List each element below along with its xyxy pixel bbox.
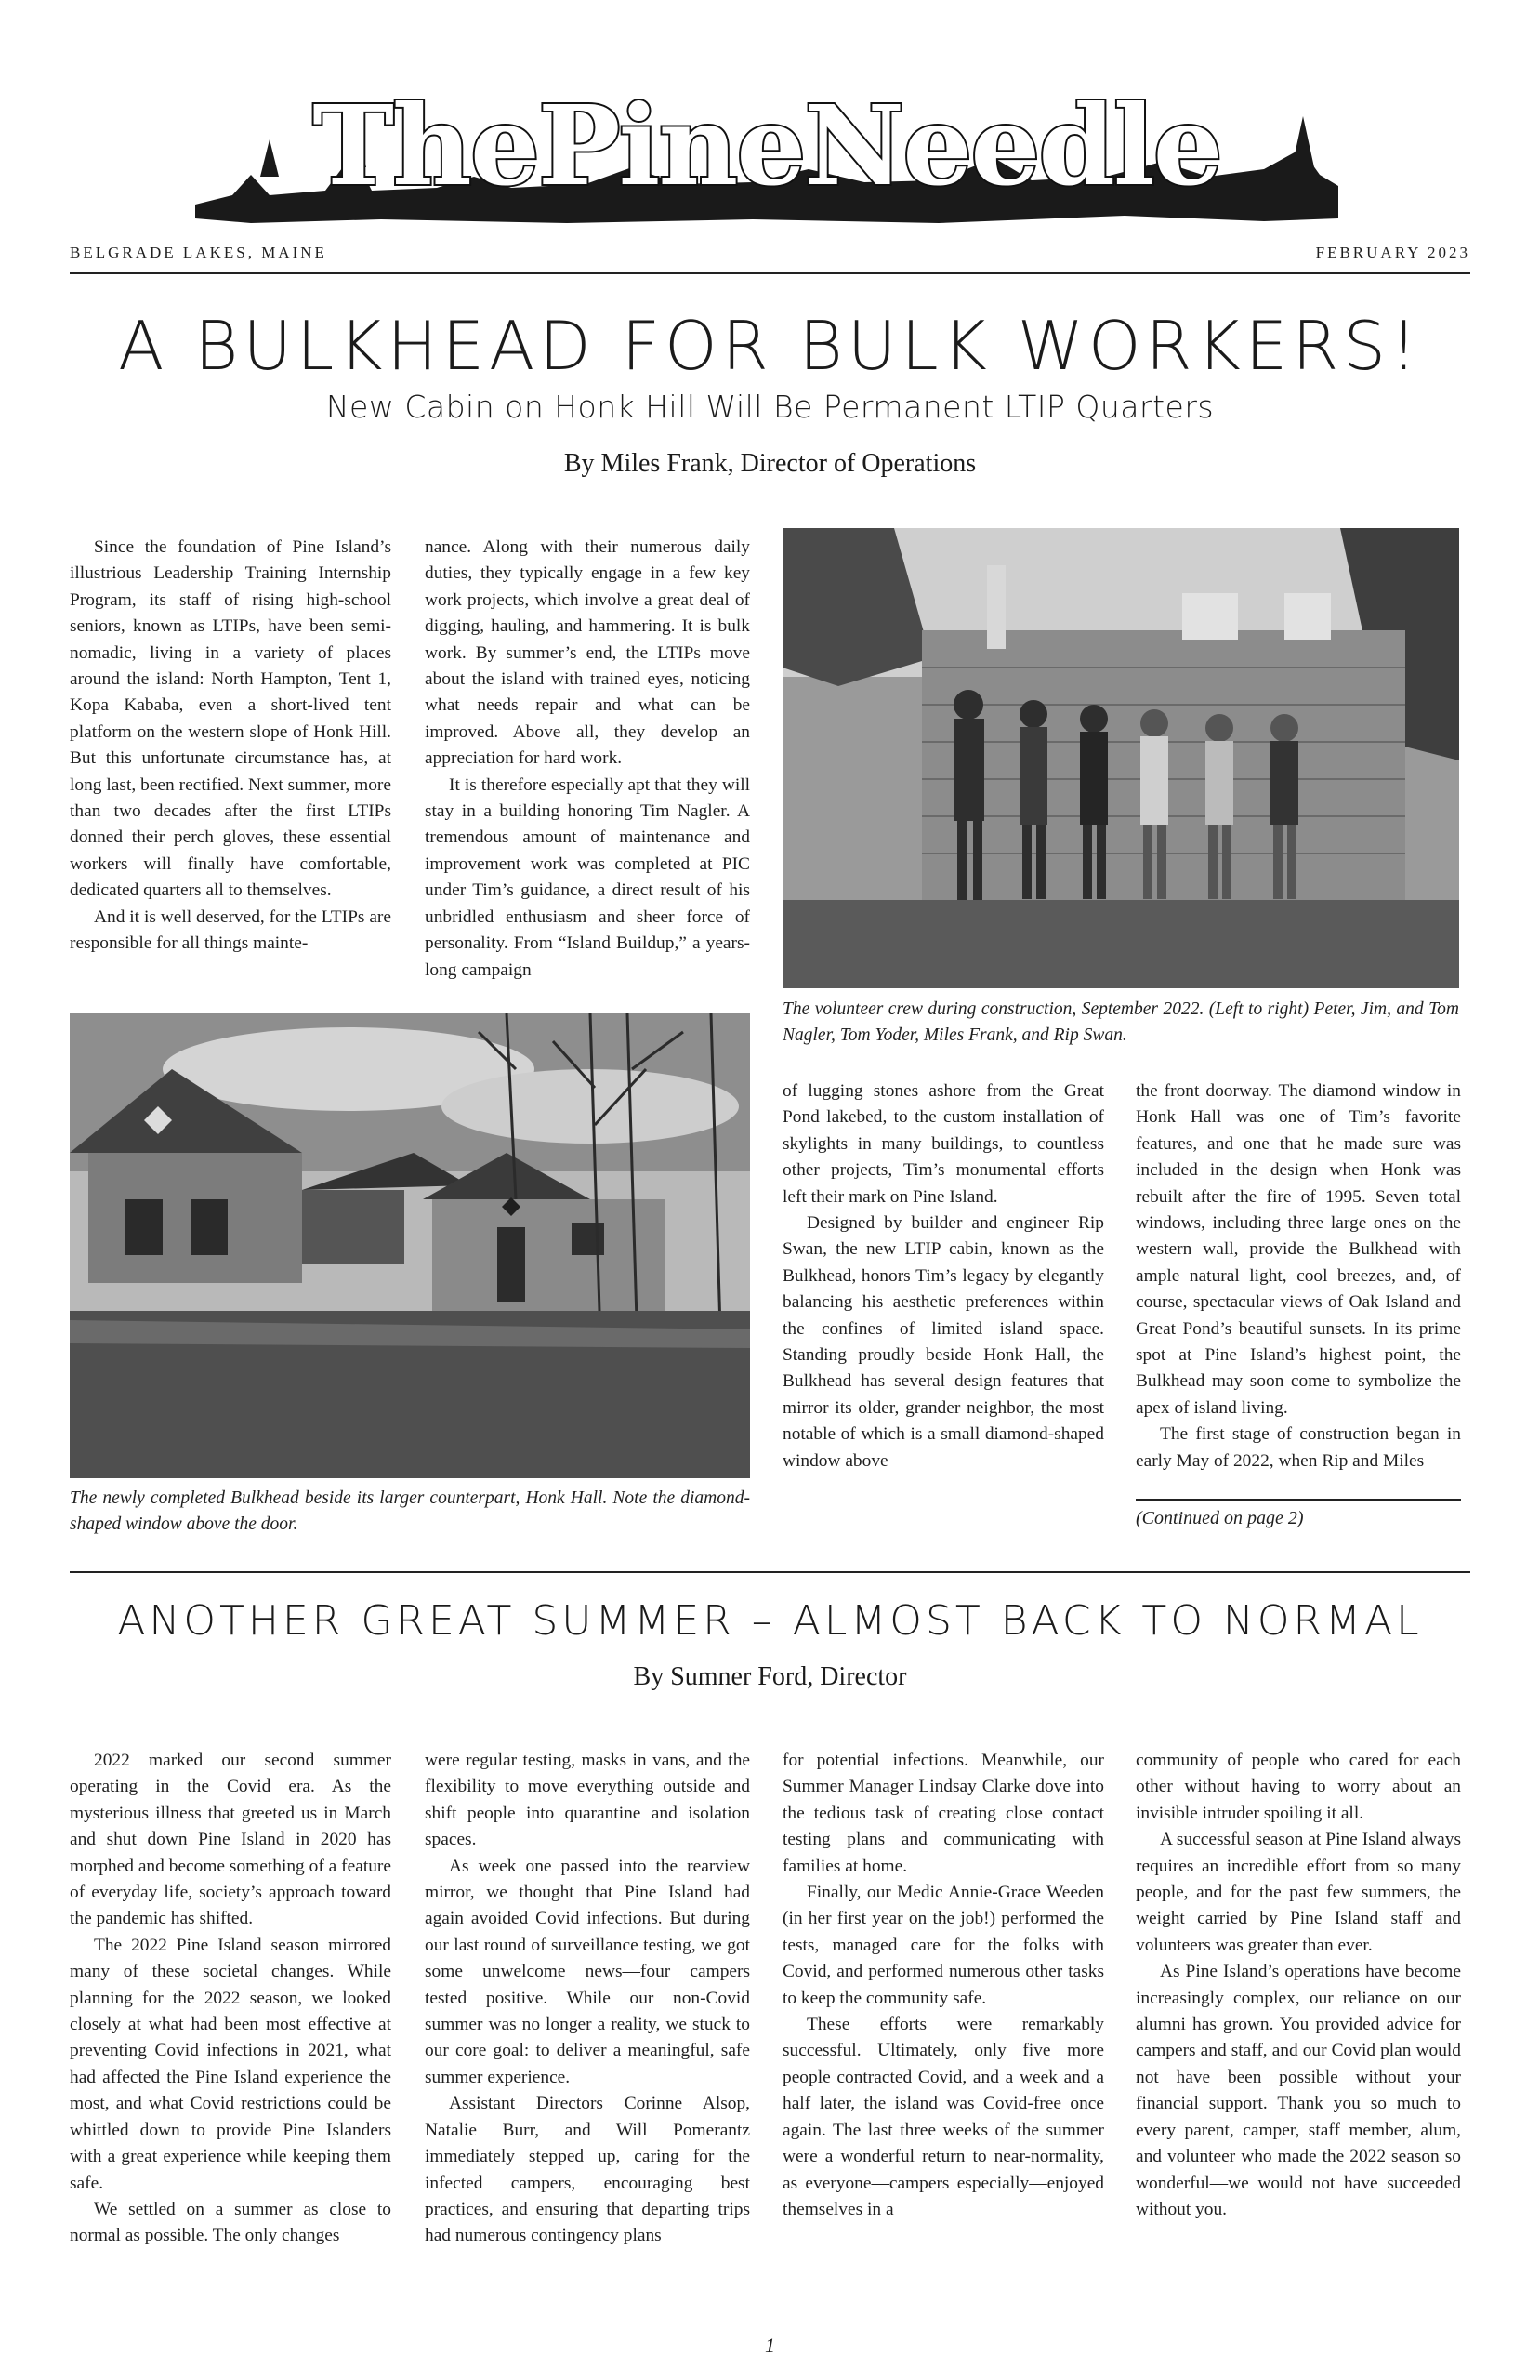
masthead-title: ThePineNeedle — [312, 81, 1221, 210]
paragraph: As week one passed into the rearview mirror, we thought that Pine Island had again avoided Covid infections. But during our last round of surveillance testing, we got some unwelcome news—four campers tested positive. While our non-Covid summer was no longer a reality, we stuck to our core goal: to deliver a meaningful, safe summer experience. — [425, 1856, 750, 2087]
article2-col2 — [425, 1748, 750, 2250]
paragraph: were regular testing, masks in vans, and the flexibility to move everything outside and shift people into quarantine and isolation spaces. — [425, 1751, 750, 1850]
paragraph: Designed by builder and engineer Rip Swan, the new LTIP cabin, known as the Bulkhead, honors Tim’s legacy by elegantly balancing his aesthetic preferences within the confines of limited island space. Standing proudly beside Honk Hall, the Bulkhead has several design features that mirror its older, grander neighbor, the most notable of which is a small diamond-shaped window above — [783, 1213, 1104, 1471]
crew-photo — [783, 528, 1459, 988]
article2-col1 — [70, 1748, 391, 2250]
article1-subhead: New Cabin on Honk Hill Will Be Permanent LTIP Quarters — [325, 389, 1215, 425]
article2-col4 — [1136, 1748, 1461, 2223]
article2-byline: By Sumner Ford, Director — [633, 1662, 907, 1691]
crew-photo-caption: The volunteer crew during construction, September 2022. (Left to right) Peter, Jim, and Tom Nagler, Tom Yoder, Miles Frank, and Rip Swan. — [783, 999, 1459, 1045]
paragraph: community of people who cared for each other without having to worry about an invisible intruder spoiling it all. — [1136, 1751, 1461, 1823]
paragraph: 2022 marked our second summer operating in the Covid era. As the mysterious illness that greeted us in March and shut down Pine Island in 2020 has morphed and become something of a feature of everyday life, society’s approach toward the pandemic has shifted. — [70, 1751, 391, 1929]
article2-headline: ANOTHER GREAT SUMMER – ALMOST BACK TO NORMAL — [117, 1597, 1423, 1645]
article1-col2 — [425, 535, 750, 984]
article1-col4 — [1136, 1078, 1461, 1474]
article1-col3 — [783, 1078, 1104, 1474]
article2-col3 — [783, 1748, 1104, 2223]
continued-link[interactable]: (Continued on page 2) — [1136, 1508, 1304, 1528]
article1-byline: By Miles Frank, Director of Operations — [563, 449, 977, 478]
continued-rule — [1136, 1499, 1461, 1501]
dateline-rule — [70, 272, 1470, 274]
paragraph: Finally, our Medic Annie-Grace Weeden (in her first year on the job!) performed the tests, managed care for the folks with Covid, and performed numerous other tasks to keep the community safe. — [783, 1883, 1104, 2008]
paragraph: These efforts were remarkably successful. Ultimately, only five more people contracted Covid, and a week and a half later, the island was Covid-free once again. The last three weeks of the summer were a wonderful return to near-normality, as everyone—campers especially—enjoyed themselves in a — [783, 2015, 1104, 2219]
page-number: 1 — [765, 2334, 775, 2357]
paragraph: Assistant Directors Corinne Alsop, Natalie Burr, and Will Pomerantz immediately stepped up, caring for the infected campers, encouraging best practices, and ensuring that departing trips had numerous contingency plans — [425, 2094, 750, 2246]
bulkhead-photo-caption: The newly completed Bulkhead beside its larger counterpart, Honk Hall. Note the diamond-shaped window above the door. — [70, 1488, 750, 1534]
issue-date: FEBRUARY 2023 — [1315, 244, 1470, 261]
paragraph: A successful season at Pine Island always requires an incredible effort from so many people, and for the past few summers, the weight carried by Pine Island staff and volunteers was greater than ever. — [1136, 1830, 1461, 1955]
paragraph: for potential infections. Meanwhile, our Summer Manager Lindsay Clarke dove into the tedious task of creating close contact testing plans and communicating with families at home. — [783, 1751, 1104, 1876]
dateline — [70, 244, 1470, 271]
paragraph: nance. Along with their numerous daily duties, they typically engage in a few key work projects, which involve a great deal of digging, hauling, and hammering. It is bulk work. By summer’s end, the LTIPs move about the island with trained eyes, noticing what needs repair and what can be improved. Above all, they develop an appreciation for hard work. — [425, 537, 750, 769]
article1-col1 — [70, 535, 391, 958]
paragraph: The first stage of construction began in early May of 2022, when Rip and Miles — [1136, 1424, 1461, 1471]
article1-headline: A BULKHEAD FOR BULK WORKERS! — [118, 307, 1422, 385]
paragraph: As Pine Island’s operations have become increasingly complex, our reliance on our alumni has grown. You provided advice for campers and staff, and our Covid plan would not have been possible without your financial support. Thank you so much to every parent, camper, staff member, alum, and volunteer who made the 2022 season so wonderful—we would not have succeeded without you. — [1136, 1962, 1461, 2219]
paragraph: We settled on a summer as close to normal as possible. The only changes — [70, 2199, 391, 2246]
paragraph: of lugging stones ashore from the Great Pond lakebed, to the custom installation of skylights in many buildings, to countless other projects, Tim’s monumental efforts left their mark on Pine Island. — [783, 1081, 1104, 1207]
paragraph: And it is well deserved, for the LTIPs are responsible for all things mainte- — [70, 906, 391, 954]
masthead-logo — [195, 65, 1338, 232]
paragraph: the front doorway. The diamond window in Honk Hall was one of Tim’s favorite features, and one that he made sure was included in the design when Honk was rebuilt after the fire of 1995. Seven total windows, including three large ones on the western wall, provide the Bulkhead with ample natural light, cool breezes, and, of course, spectacular views of Oak Island and Great Pond’s beautiful sunsets. In its prime spot at Pine Island’s highest point, the Bulkhead may soon come to symbolize the apex of island living. — [1136, 1081, 1461, 1418]
bulkhead-photo — [70, 1013, 750, 1478]
paragraph: The 2022 Pine Island season mirrored many of these societal changes. While planning for the 2022 season, we looked closely at what had been most effective at preventing Covid infections in 2021, what had affected the Pine Island experience the most, and what Covid restrictions could be whittled down to provide Pine Islanders with a great experience while keeping them safe. — [70, 1935, 391, 2193]
paragraph: Since the foundation of Pine Island’s illustrious Leadership Training Internship Program, its staff of rising high-school seniors, known as LTIPs, have been semi-nomadic, living in a variety of places around the island: North Hampton, Tent 1, Kopa Kababa, even a short-lived tent platform on the western slope of Honk Hill. But this unfortunate circumstance has, at long last, been rectified. Next summer, more than two decades after the first LTIPs donned their perch gloves, these essential workers will finally have comfortable, dedicated quarters all to themselves. — [70, 537, 391, 901]
section-divider — [70, 1571, 1470, 1573]
paragraph: It is therefore especially apt that they will stay in a building honoring Tim Nagler. A tremendous amount of maintenance and improvement work was completed at PIC under Tim’s guidance, a direct result of his unbridled enthusiasm and sheer force of personality. From “Island Buildup,” a years-long campaign — [425, 774, 750, 980]
location-label: BELGRADE LAKES, MAINE — [70, 244, 327, 261]
